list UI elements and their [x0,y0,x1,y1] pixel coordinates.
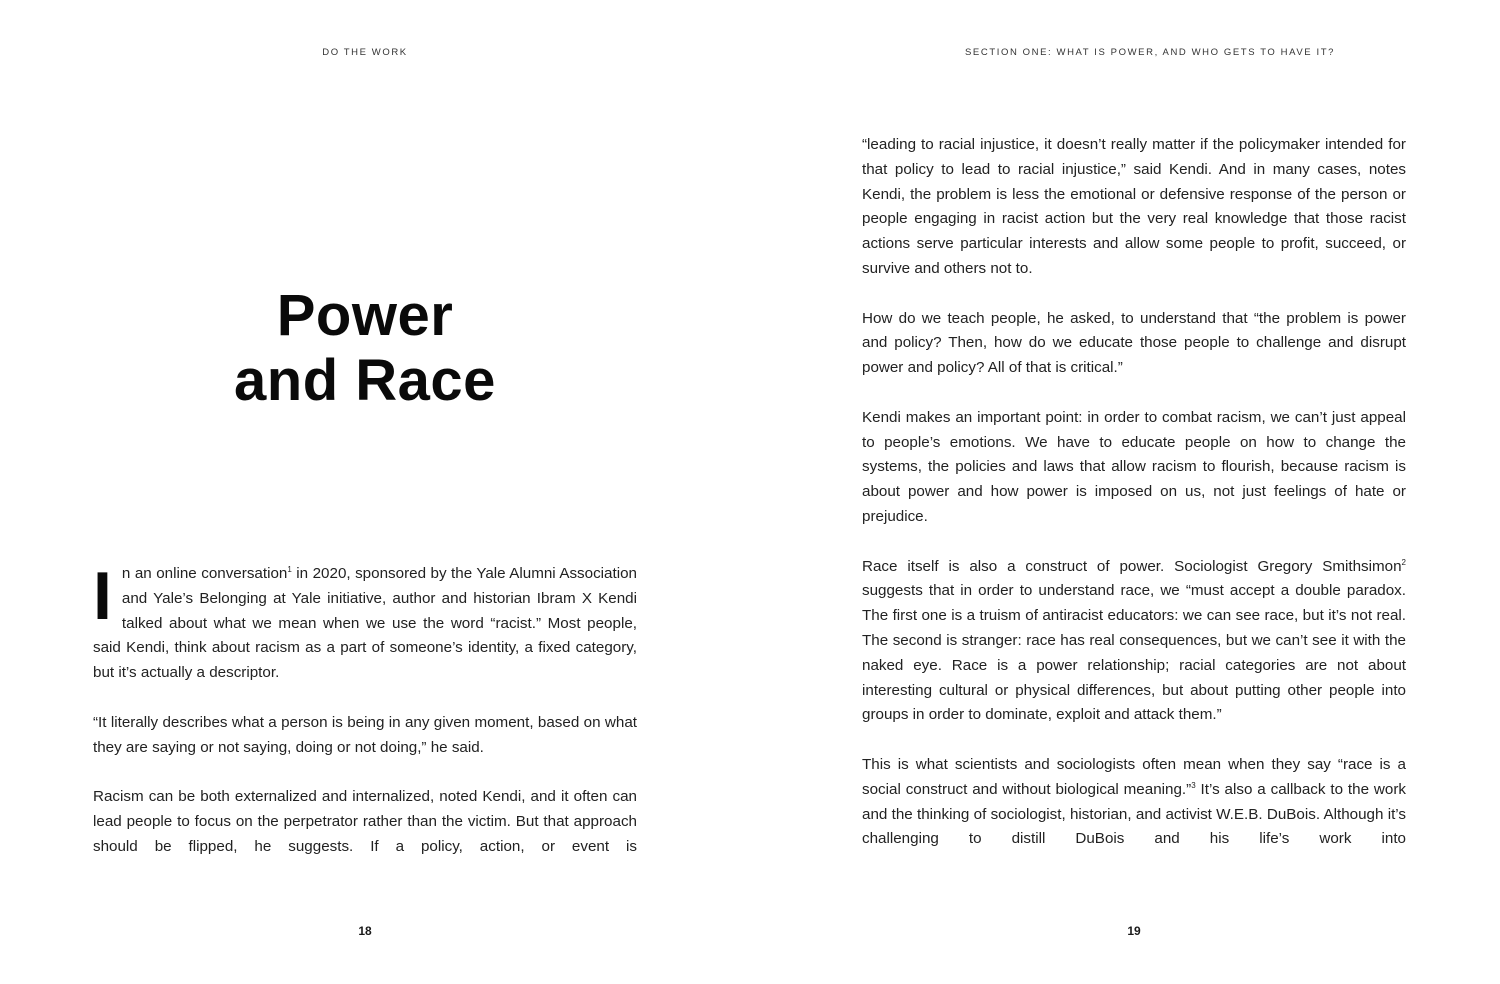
paragraph [93,558,637,686]
paragraph-text: This is what scientists and sociologists often mean when they say “race is a social construct and without biological meaning.” [862,755,1406,798]
paragraph: Racism can be both externalized and internalized, noted Kendi, and it often can lead people to focus on the perpetrator rather than the victim. But that approach should be flipped, he suggests. If a policy, action, or event is [93,788,637,855]
paragraph: Kendi makes an important point: in order to combat racism, we can’t just appeal to people’s emotions. We have to educate people on how to change the systems, the policies and laws that allow racism to flourish, because racism is about power and how power is imposed on us, not just feelings of hate or prejudice. [862,408,1406,525]
running-head-left: DO THE WORK [322,47,408,58]
right-page [750,0,1500,984]
left-body-text [93,558,637,884]
paragraph [862,555,1406,729]
paragraph-text: in 2020, sponsored by the Yale Alumni Association and Yale’s Belonging at Yale initiative, author and historian Ibram X Kendi talked about what we mean when we use the word “racist.” Most people, said Kendi, think about racism as a part of someone’s identity, a fixed category, but it’s actually a descriptor. [93,565,637,682]
paragraph-text: n an online conversation [121,565,288,582]
paragraph: “leading to racial injustice, it doesn’t really matter if the policymaker intended for that policy to lead to racial injustice,” said Kendi. And in many cases, notes Kendi, the problem is less the emotional or defensive response of the person or people engaging in racist action but the very real knowledge that those racist actions serve particular interests and allow some people to profit, succeed, or survive and others not to. [862,136,1406,277]
footnote-marker: 1 [287,565,292,574]
page-number-right: 19 [1127,924,1141,938]
running-head-right: SECTION ONE: WHAT IS POWER, AND WHO GETS TO HAVE IT? [965,47,1335,58]
chapter-title-line-2: and Race [234,348,496,413]
paragraph-text: Race itself is also a construct of power. Sociologist Gregory Smithsimon [862,557,1402,575]
paragraph-text: It’s also a callback to the work and the thinking of sociologist, historian, and activist W.E.B. DuBois. Although it’s challenging to distill DuBois and his life’s work into [862,780,1406,848]
drop-cap: I [93,558,112,634]
footnote-marker: 2 [1401,557,1406,567]
paragraph: “It literally describes what a person is being in any given moment, based on what they are saying or not saying, doing or not doing,” he said. [93,713,637,756]
footnote-marker: 3 [1191,780,1196,790]
paragraph: How do we teach people, he asked, to understand that “the problem is power and policy? Then, how do we educate those people to challenge and disrupt power and policy? All of that is critical.” [862,309,1406,377]
paragraph [862,753,1406,852]
page-number-left: 18 [358,924,372,938]
paragraph-text: suggests that in order to understand race, we “must accept a double paradox. The first one is a truism of antiracist educators: we can see race, but it’s not real. The second is stranger: race has real consequences, but we can’t see it with the naked eye. Race is a power relationship; racial categories are not about interesting cultural or physical differences, but about putting other people into groups in order to dominate, exploit and attack them.” [862,582,1406,724]
chapter-title-line-1: Power [276,283,454,348]
chapter-title [0,283,730,413]
right-body-text [862,133,1406,877]
